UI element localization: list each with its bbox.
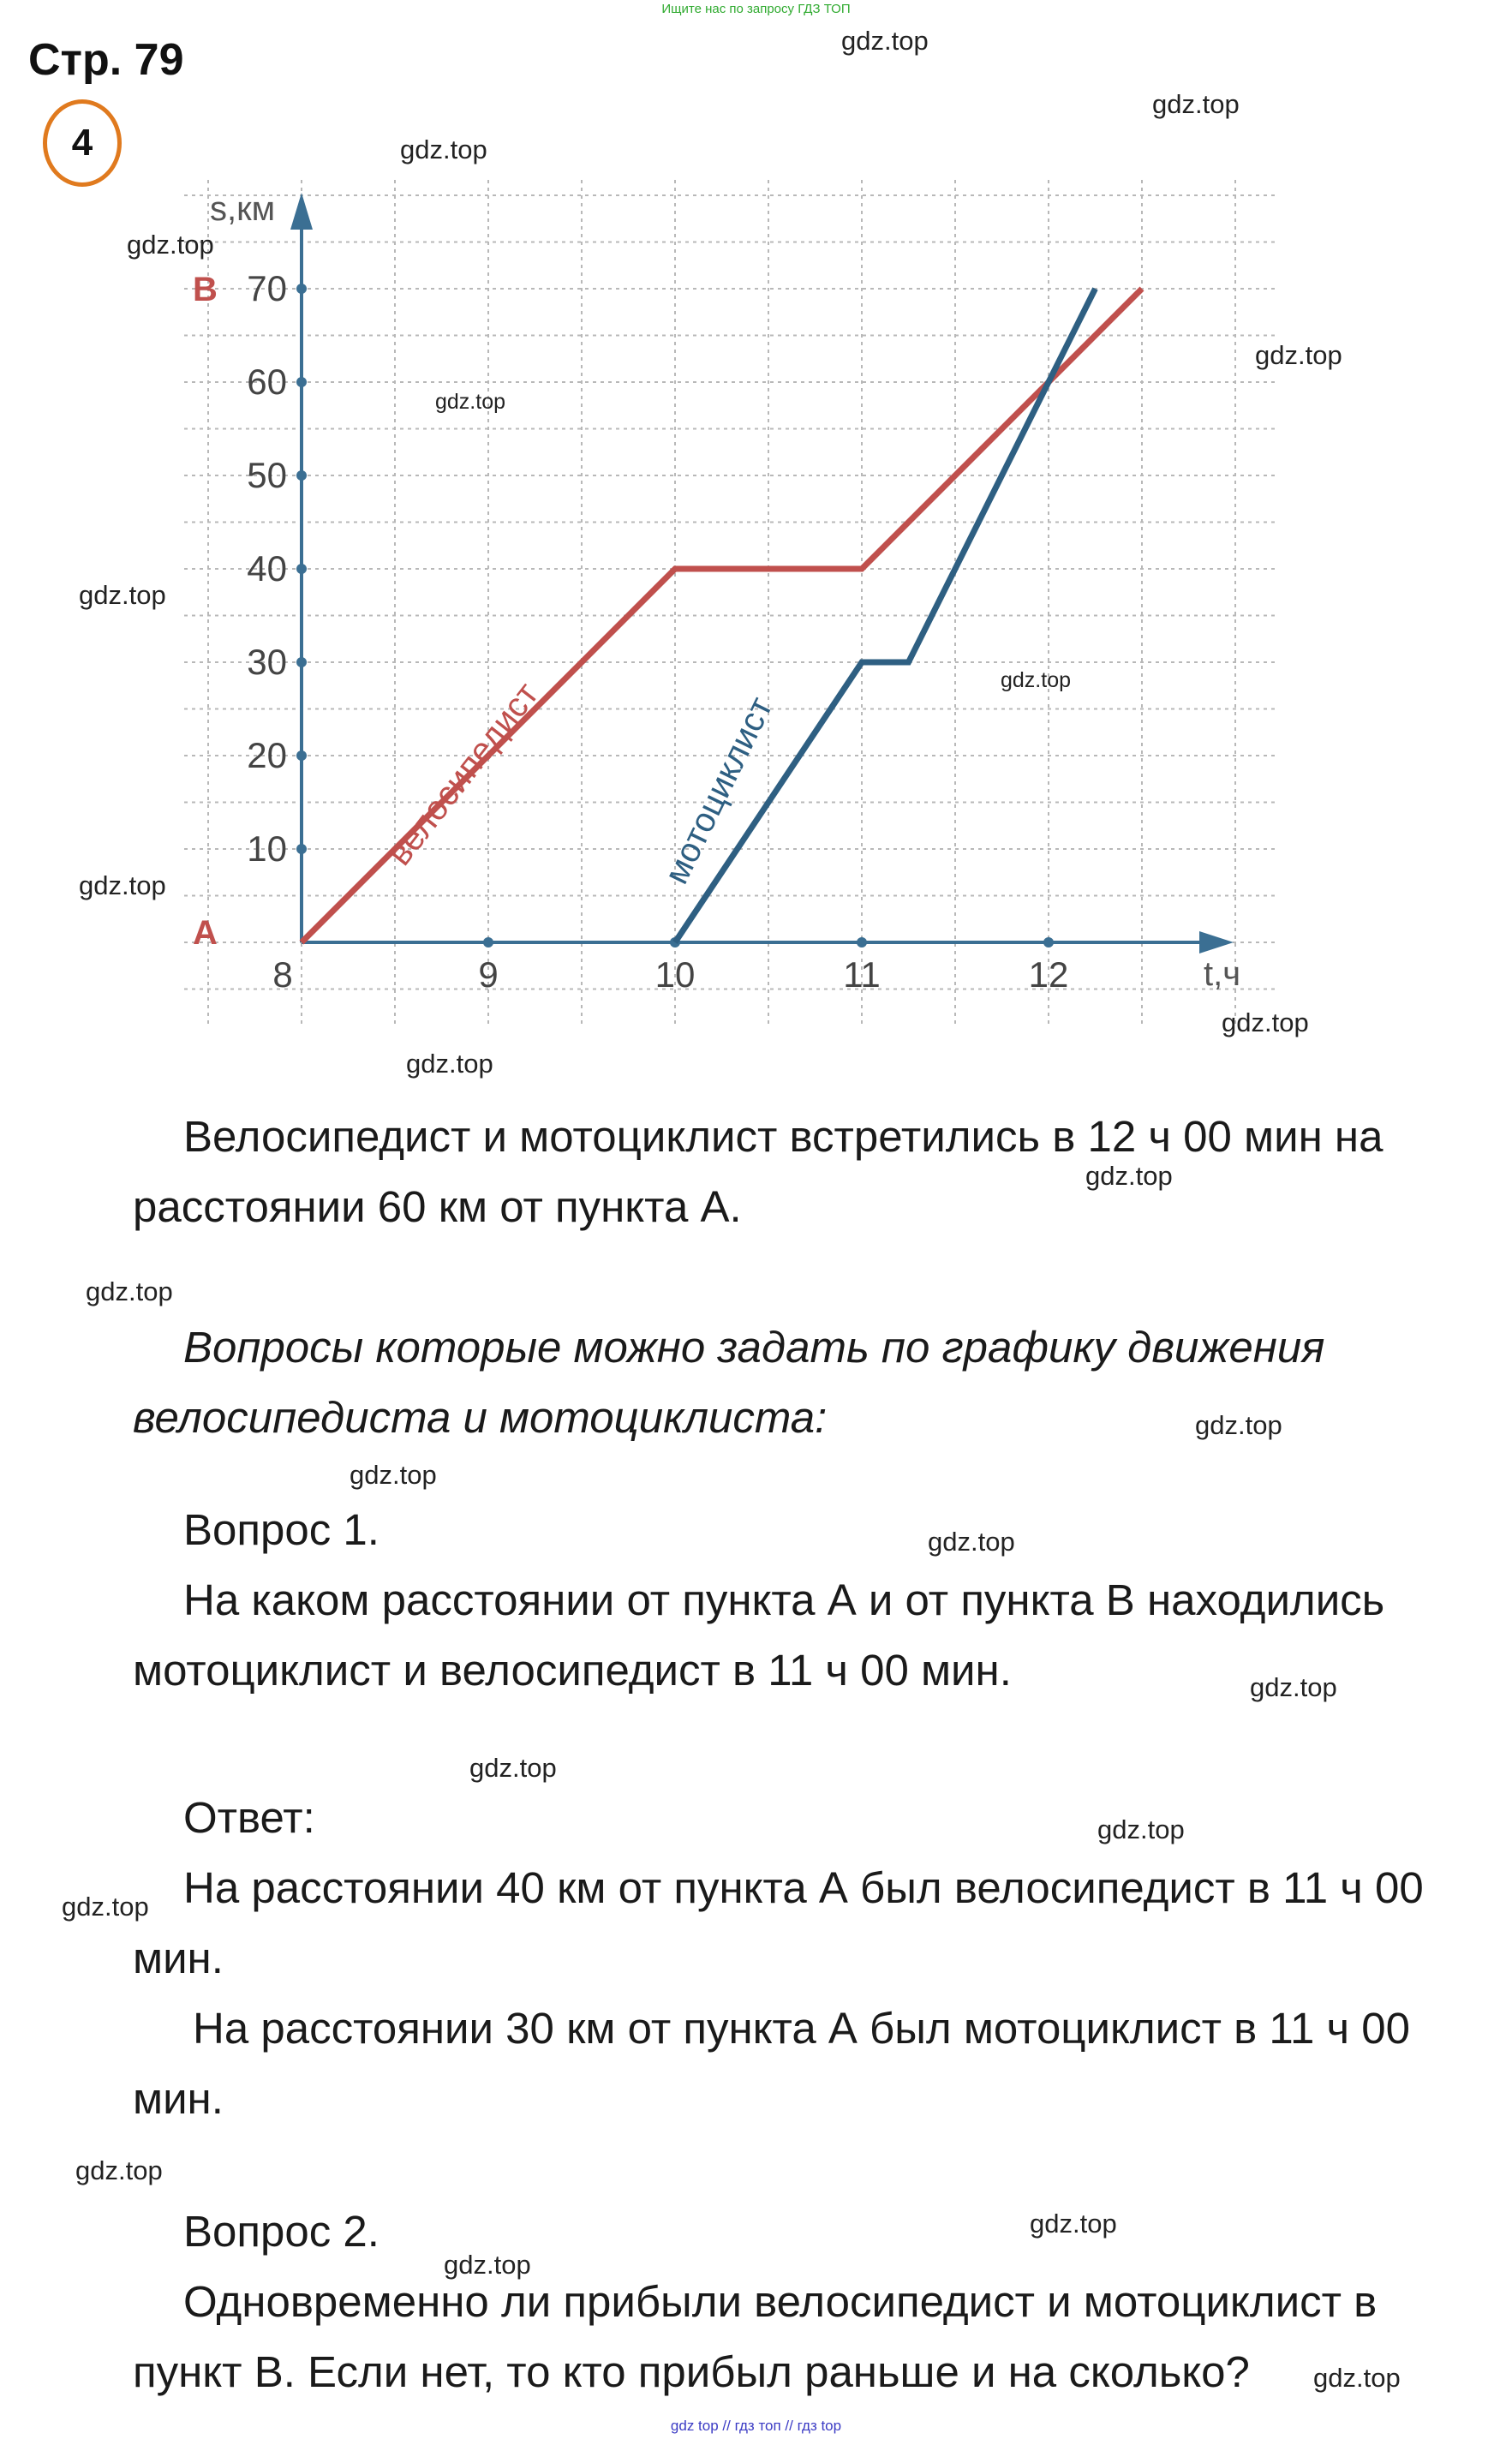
- bottom-note: gdz top // гдз топ // гдз top: [670, 2418, 842, 2434]
- watermark: gdz.top: [79, 870, 166, 900]
- question-1-label: Вопрос 1.: [183, 1505, 379, 1554]
- answer-1: [133, 1783, 1469, 2134]
- watermark: gdz.top: [1097, 1814, 1185, 1844]
- y-tick-dot: [296, 564, 307, 574]
- watermark: gdz.top: [1313, 2363, 1401, 2393]
- y-tick-label: 10: [247, 828, 287, 869]
- watermark: gdz.top: [86, 1276, 173, 1306]
- answer-main: [133, 1102, 1469, 1242]
- watermark: gdz.top: [1030, 2209, 1117, 2239]
- watermark: gdz.top: [1222, 1007, 1309, 1037]
- watermark: gdz.top: [1001, 668, 1072, 692]
- watermark: gdz.top: [1255, 340, 1342, 370]
- y-tick-dot: [296, 657, 307, 667]
- y-tick-label: 70: [247, 268, 287, 308]
- motorcyclist-label: мотоциклист: [657, 690, 780, 890]
- x-axis-arrow: [1199, 931, 1234, 953]
- motorcyclist-line: [675, 289, 1096, 942]
- answer-label: Ответ:: [183, 1793, 315, 1842]
- y-tick-dot: [296, 750, 307, 761]
- questions-intro: [133, 1312, 1469, 1453]
- question-1-text: На каком расстоянии от пункта А и от пункта В находились мотоциклист и велосипедист в 11 ч 00 мин.: [133, 1575, 1385, 1695]
- y-tick-dot: [296, 470, 307, 481]
- answer-1-line-2: На расстоянии 30 км от пункта А был мотоциклист в 11 ч 00 мин.: [133, 2004, 1411, 2123]
- x-tick-dot: [483, 937, 493, 948]
- y-tick-label: 20: [247, 735, 287, 775]
- watermark: gdz.top: [841, 26, 929, 56]
- watermark: gdz.top: [75, 2155, 163, 2185]
- y-tick-label: 50: [247, 455, 287, 495]
- page-title: Стр. 79: [28, 35, 184, 85]
- watermark: gdz.top: [350, 1460, 437, 1490]
- watermark: gdz.top: [435, 390, 506, 414]
- x-tick-label: 11: [843, 954, 881, 995]
- question-2-text: Одновременно ли прибыли велосипедист и мотоциклист в пункт В. Если нет, то кто прибыл раньше и на сколько?: [133, 2277, 1378, 2396]
- watermark: gdz.top: [1250, 1672, 1337, 1702]
- x-tick-label: 12: [1028, 954, 1069, 995]
- watermark: gdz.top: [469, 1753, 557, 1783]
- top-note: Ищите нас по запросу ГДЗ ТОП: [661, 2, 851, 16]
- x-tick-label: 10: [654, 954, 696, 995]
- y-tick-label: 60: [247, 362, 287, 402]
- question-1: [133, 1495, 1469, 1706]
- answer-main-text: Велосипедист и мотоциклист встретились в 12 ч 00 мин на расстоянии 60 км от пункта А.: [133, 1112, 1384, 1231]
- point-a-label: A: [193, 914, 218, 952]
- x-tick-label: 8: [272, 954, 293, 995]
- watermark: gdz.top: [79, 580, 166, 610]
- y-tick-label: 40: [247, 548, 287, 589]
- x-axis-label: t,ч: [1204, 955, 1241, 993]
- watermark: gdz.top: [1085, 1161, 1173, 1191]
- x-tick-dot: [857, 937, 867, 948]
- watermark: gdz.top: [127, 230, 214, 260]
- y-tick-dot: [296, 284, 307, 294]
- motion-graph: [0, 171, 1512, 1045]
- watermark: gdz.top: [400, 135, 487, 164]
- question-2-label: Вопрос 2.: [183, 2207, 379, 2256]
- x-tick-dot: [1043, 937, 1054, 948]
- watermark: gdz.top: [444, 2250, 531, 2280]
- questions-intro-text: Вопросы которые можно задать по графику движения велосипедиста и мотоциклиста:: [133, 1323, 1325, 1442]
- watermark: gdz.top: [928, 1527, 1015, 1557]
- y-tick-dot: [296, 377, 307, 387]
- answer-1-line-1: На расстоянии 40 км от пункта А был велосипедист в 11 ч 00 мин.: [133, 1863, 1424, 1982]
- y-tick-label: 30: [247, 642, 287, 682]
- watermark: gdz.top: [62, 1892, 149, 1922]
- y-axis-label: s,км: [210, 190, 276, 228]
- y-axis-arrow: [290, 193, 313, 230]
- watermark: gdz.top: [406, 1049, 493, 1079]
- y-tick-dot: [296, 844, 307, 854]
- x-tick-label: 9: [478, 954, 499, 995]
- cyclist-label: велосипедист: [380, 675, 547, 873]
- point-b-label: B: [193, 271, 218, 308]
- watermark: gdz.top: [1195, 1410, 1282, 1440]
- watermark: gdz.top: [1152, 89, 1240, 119]
- question-2: [133, 2197, 1469, 2407]
- task-number: 4: [71, 122, 93, 164]
